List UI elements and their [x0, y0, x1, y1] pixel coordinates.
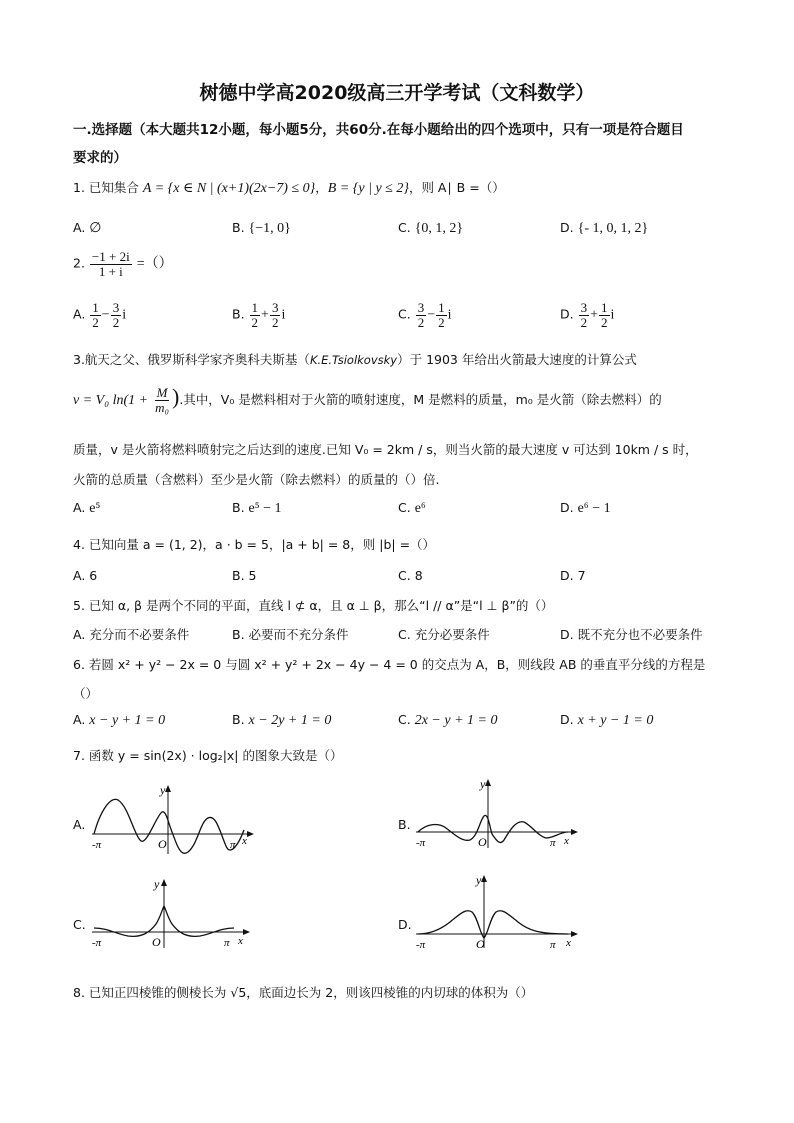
question-4-stem: 4. 已知向量 a = (1, 2)，a · b = 5，|a + b| = 8，则 |b| =（） — [73, 537, 436, 552]
graph-a-neg-pi: -π — [92, 839, 102, 851]
q1-option-b[interactable]: B. {−1, 0} — [232, 220, 291, 236]
graph-b-pos-pi: π — [550, 837, 556, 849]
q7-option-a[interactable]: A. — [73, 817, 86, 832]
graph-d-neg-pi: -π — [416, 939, 426, 950]
graph-c-x-label: x — [238, 935, 243, 947]
q7-graph-a[interactable] — [88, 782, 258, 857]
question-5-stem: 5. 已知 α, β 是两个不同的平面，直线 l ⊄ α，且 α ⊥ β，那么“l // α”是“l ⊥ β”的（） — [73, 598, 554, 613]
q2-option-c[interactable]: C. $\frac{3}{2}$ − $\frac{1}{2}$ i — [398, 300, 452, 330]
q4-option-d[interactable]: D. 7 — [560, 568, 586, 583]
question-2-stem — [73, 250, 173, 278]
graph-a-y-label: y — [160, 783, 166, 797]
q3-option-c[interactable]: C. e⁶ — [398, 500, 426, 516]
q4-option-c[interactable]: C. 8 — [398, 568, 423, 583]
q1-option-a[interactable]: A. ∅ — [73, 220, 102, 236]
q4-option-a[interactable]: A. 6 — [73, 568, 98, 583]
q6-option-a[interactable]: A. x − y + 1 = 0 — [73, 712, 166, 728]
q1-option-d[interactable]: D. {- 1, 0, 1, 2} — [560, 220, 649, 236]
q2-option-a[interactable]: A. $\frac{1}{2}$ − $\frac{3}{2}$ i — [73, 300, 127, 330]
graph-c-y-label: y — [154, 877, 160, 891]
section-header-line1: 一.选择题（本大题共12小题，每小题5分，共60分.在每小题给出的四个选项中，只有一项是符合题目 — [73, 122, 684, 138]
question-3-line3: 质量，v 是火箭将燃料喷射完之后达到的速度.已知 V₀ = 2km / s，则当火箭的最大速度 v 可达到 10km / s 时， — [73, 442, 698, 457]
q1-suffix: ，则 A∣ B =（） — [408, 180, 505, 195]
graph-c-origin: O — [152, 935, 161, 949]
q1-sep: ， — [315, 180, 328, 195]
q3-option-d[interactable]: D. e⁶ − 1 — [560, 500, 611, 516]
q1-set-b: B = {y | y ≤ 2} — [327, 181, 409, 196]
question-6-line2: （） — [73, 686, 99, 701]
graph-c-pos-pi: π — [224, 937, 230, 949]
page-title: 树德中学高2020级高三开学考试（文科数学） — [199, 82, 595, 104]
graph-d-origin: O — [476, 937, 485, 950]
q2-number: 2. — [73, 255, 85, 271]
q7-graph-d[interactable] — [412, 872, 582, 950]
q7-graph-b[interactable] — [412, 776, 582, 851]
q5-option-d[interactable]: D. 既不充分也不必要条件 — [560, 627, 703, 642]
q6-option-b[interactable]: B. x − 2y + 1 = 0 — [232, 712, 332, 728]
q4-option-b[interactable]: B. 5 — [232, 568, 257, 583]
q5-option-a[interactable]: A. 充分而不必要条件 — [73, 627, 190, 642]
q3-option-b[interactable]: B. e⁵ − 1 — [232, 500, 282, 516]
question-7-stem: 7. 函数 y = sin(2x) · log₂|x| 的图象大致是（） — [73, 748, 343, 763]
graph-b-x-label: x — [564, 835, 569, 847]
q7-option-b[interactable]: B. — [398, 817, 411, 832]
q3-formula-left: v = V₀ ln(1 + — [73, 393, 149, 408]
question-6-line1: 6. 若圆 x² + y² − 2x = 0 与圆 x² + y² + 2x − 4y − 4 = 0 的交点为 A，B，则线段 AB 的垂直平分线的方程是 — [73, 657, 706, 672]
question-8-stem: 8. 已知正四棱锥的侧棱长为 √5，底面边长为 2，则该四棱锥的内切球的体积为（） — [73, 985, 534, 1000]
q5-option-c[interactable]: C. 充分必要条件 — [398, 627, 490, 642]
q1-prefix: 1. 已知集合 — [73, 180, 139, 195]
q6-option-d[interactable]: D. x + y − 1 = 0 — [560, 712, 654, 728]
graph-a-x-label: x — [242, 835, 247, 847]
q1-set-a: A = {x ∈ N | (x+1)(2x−7) ≤ 0} — [142, 181, 316, 196]
question-3-line1: 3.航天之父、俄罗斯科学家齐奥科夫斯基（K.E.Tsiolkovsky）于 1903 年给出火箭最大速度的计算公式 — [73, 352, 637, 367]
q7-option-c[interactable]: C. — [73, 917, 86, 932]
question-3-line4: 火箭的总质量（含燃料）至少是火箭（除去燃料）的质量的（）倍. — [73, 472, 440, 487]
q3-option-a[interactable]: A. e⁵ — [73, 500, 101, 516]
graph-b-origin: O — [478, 835, 487, 849]
question-1-stem — [73, 178, 505, 197]
graph-c-neg-pi: -π — [92, 937, 102, 949]
graph-d-y-label: y — [476, 873, 482, 887]
question-3-line2: v = V₀ ln(1 + $\frac{M}{\text{m₀}}$ ).其中，V₀ 是燃料相对于火箭的喷射速度，M 是燃料的质量，m₀ 是火箭（除去燃料）的 — [73, 384, 662, 415]
q2-option-d[interactable]: D. $\frac{3}{2}$ + $\frac{1}{2}$ i — [560, 300, 615, 330]
graph-a-pos-pi: π — [230, 839, 236, 851]
q2-fraction: $\frac{-1 + 2i}{1 + i}$ — [91, 249, 130, 279]
q7-option-d[interactable]: D. — [398, 917, 412, 932]
q6-option-c[interactable]: C. 2x − y + 1 = 0 — [398, 712, 498, 728]
graph-a-origin: O — [158, 837, 167, 851]
q7-graph-c[interactable] — [88, 876, 258, 951]
q2-option-b[interactable]: B. $\frac{1}{2}$ + $\frac{3}{2}$ i — [232, 300, 286, 330]
graph-b-y-label: y — [480, 777, 486, 791]
graph-d-x-label: x — [566, 937, 571, 949]
graph-b-neg-pi: -π — [416, 837, 426, 849]
graph-d-pos-pi: π — [550, 939, 556, 950]
q5-option-b[interactable]: B. 必要而不充分条件 — [232, 627, 349, 642]
q1-option-c[interactable]: C. {0, 1, 2} — [398, 220, 464, 236]
q3-formula-fraction: $\frac{M}{\text{m₀}}$ — [155, 385, 169, 415]
q2-suffix: =（） — [136, 256, 173, 272]
section-header-line2: 要求的） — [73, 150, 127, 166]
